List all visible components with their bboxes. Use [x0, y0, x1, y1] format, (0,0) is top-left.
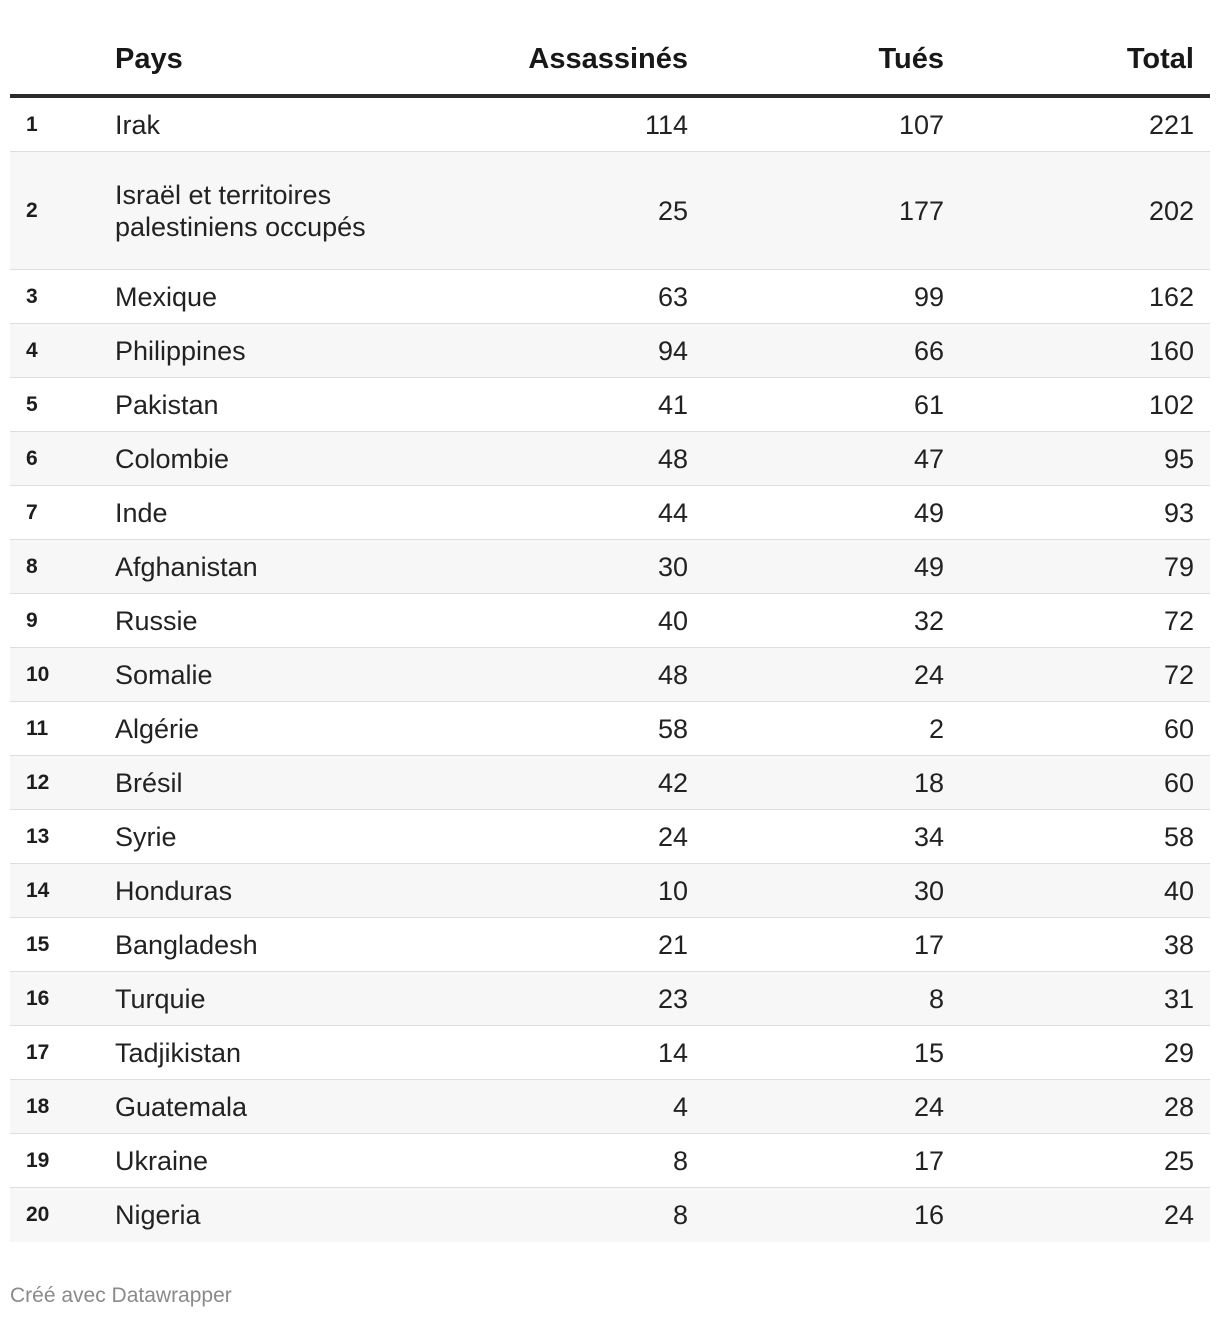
rank-cell: 1: [26, 112, 38, 136]
total-cell: 79: [1163, 551, 1194, 582]
tues-cell: 49: [913, 551, 944, 582]
table-row: [10, 972, 1210, 1026]
country-cell: Nigeria: [115, 1200, 201, 1230]
assassines-cell: 40: [657, 605, 688, 636]
assassines-cell: 8: [672, 1145, 688, 1176]
country-cell: Russie: [115, 605, 198, 636]
rank-cell: 19: [26, 1148, 50, 1172]
table-row: [10, 378, 1210, 432]
table-row: [10, 810, 1210, 864]
tues-cell: 107: [898, 109, 944, 140]
assassines-cell: 114: [644, 109, 688, 140]
total-cell: 31: [1163, 983, 1194, 1014]
tues-cell: 24: [913, 1091, 944, 1122]
country-cell: Ukraine: [115, 1145, 209, 1176]
rank-cell: 12: [26, 770, 50, 794]
rank-cell: 10: [26, 662, 50, 686]
rank-cell: 15: [26, 932, 50, 956]
assassines-cell: 58: [657, 713, 688, 744]
table-row: [10, 324, 1210, 378]
total-cell: 24: [1163, 1200, 1194, 1230]
total-cell: 38: [1163, 929, 1194, 960]
header-country[interactable]: Pays: [115, 43, 183, 75]
total-cell: 202: [1148, 195, 1194, 226]
total-cell: 72: [1163, 605, 1194, 636]
country-cell: Israël et territoires palestiniens occupés: [115, 179, 366, 242]
country-cell: Afghanistan: [115, 551, 258, 582]
table-row: [10, 864, 1210, 918]
assassines-cell: 63: [657, 281, 688, 312]
tues-cell: 47: [913, 443, 944, 474]
tues-cell: 99: [913, 281, 944, 312]
tues-cell: 66: [913, 335, 944, 366]
rank-cell: 17: [26, 1040, 50, 1064]
assassines-cell: 8: [672, 1200, 688, 1230]
header-assassines[interactable]: Assassinés: [528, 43, 688, 75]
tues-cell: 18: [913, 767, 944, 798]
table-row: [10, 1188, 1210, 1242]
table-row: [10, 594, 1210, 648]
rank-cell: 16: [26, 986, 50, 1010]
total-cell: 28: [1163, 1091, 1194, 1122]
tues-cell: 16: [913, 1200, 944, 1230]
country-cell: Philippines: [115, 335, 246, 366]
assassines-cell: 14: [657, 1037, 688, 1068]
total-cell: 60: [1163, 767, 1194, 798]
assassines-cell: 48: [657, 659, 688, 690]
rank-cell: 2: [26, 198, 38, 222]
table-row: [10, 1080, 1210, 1134]
rank-cell: 20: [26, 1203, 50, 1226]
data-table: [10, 20, 1210, 1242]
table-row: [10, 432, 1210, 486]
table-row: [10, 270, 1210, 324]
assassines-cell: 41: [657, 389, 688, 420]
total-cell: 102: [1148, 389, 1194, 420]
table-row: [10, 918, 1210, 972]
table-row: [10, 486, 1210, 540]
assassines-cell: 48: [657, 443, 688, 474]
total-cell: 40: [1163, 875, 1194, 906]
country-cell: Inde: [115, 497, 168, 528]
rank-cell: 3: [26, 284, 38, 308]
tues-cell: 30: [913, 875, 944, 906]
country-cell: Honduras: [115, 875, 233, 906]
footer-credit: Créé avec Datawrapper: [10, 1284, 232, 1307]
total-cell: 93: [1163, 497, 1194, 528]
rank-cell: 9: [26, 608, 38, 632]
total-cell: 60: [1163, 713, 1194, 744]
country-cell: Bangladesh: [115, 929, 258, 960]
assassines-cell: 24: [657, 821, 688, 852]
country-cell: Somalie: [115, 659, 213, 690]
table-body: [10, 98, 1210, 1242]
table-row: [10, 702, 1210, 756]
table-row: [10, 98, 1210, 152]
rank-cell: 5: [26, 392, 38, 416]
total-cell: 160: [1148, 335, 1194, 366]
assassines-cell: 30: [657, 551, 688, 582]
assassines-cell: 25: [657, 195, 688, 226]
rank-cell: 13: [26, 824, 50, 848]
country-cell: Syrie: [115, 821, 177, 852]
country-cell: Tadjikistan: [115, 1037, 242, 1068]
total-cell: 25: [1163, 1145, 1194, 1176]
rank-cell: 11: [26, 716, 49, 740]
assassines-cell: 94: [657, 335, 688, 366]
assassines-cell: 4: [672, 1091, 688, 1122]
country-cell: Irak: [115, 109, 161, 140]
table-row: [10, 756, 1210, 810]
country-cell: Algérie: [115, 713, 200, 744]
rank-cell: 8: [26, 554, 38, 578]
assassines-cell: 44: [657, 497, 688, 528]
country-cell: Turquie: [115, 983, 206, 1014]
total-cell: 95: [1163, 443, 1194, 474]
rank-cell: 14: [26, 878, 50, 902]
country-cell: Mexique: [115, 281, 218, 312]
tues-cell: 34: [913, 821, 944, 852]
total-cell: 58: [1163, 821, 1194, 852]
tues-cell: 24: [913, 659, 944, 690]
total-cell: 221: [1148, 109, 1194, 140]
country-cell: Pakistan: [115, 389, 219, 420]
assassines-cell: 21: [657, 929, 688, 960]
table-row: [10, 1134, 1210, 1188]
tues-cell: 49: [913, 497, 944, 528]
country-cell: Guatemala: [115, 1091, 248, 1122]
table-row: [10, 152, 1210, 270]
rank-cell: 18: [26, 1094, 50, 1118]
tues-cell: 2: [928, 713, 944, 744]
tues-cell: 32: [913, 605, 944, 636]
tues-cell: 17: [913, 1145, 944, 1176]
total-cell: 29: [1163, 1037, 1194, 1068]
table-row: [10, 1026, 1210, 1080]
assassines-cell: 42: [657, 767, 688, 798]
table-header: [10, 20, 1210, 98]
tues-cell: 15: [913, 1037, 944, 1068]
country-cell: Colombie: [115, 443, 230, 474]
table-row: [10, 540, 1210, 594]
header-total[interactable]: Total: [1126, 43, 1194, 75]
assassines-cell: 23: [657, 983, 688, 1014]
assassines-cell: 10: [657, 875, 688, 906]
tues-cell: 8: [928, 983, 944, 1014]
total-cell: 72: [1163, 659, 1194, 690]
tues-cell: 17: [913, 929, 944, 960]
table-row: [10, 648, 1210, 702]
tues-cell: 177: [898, 195, 944, 226]
header-tues[interactable]: Tués: [878, 43, 944, 75]
tues-cell: 61: [913, 389, 944, 420]
rank-cell: 6: [26, 446, 38, 470]
rank-cell: 4: [26, 338, 38, 362]
total-cell: 162: [1148, 281, 1194, 312]
country-cell: Brésil: [115, 767, 183, 798]
rank-cell: 7: [26, 500, 38, 524]
